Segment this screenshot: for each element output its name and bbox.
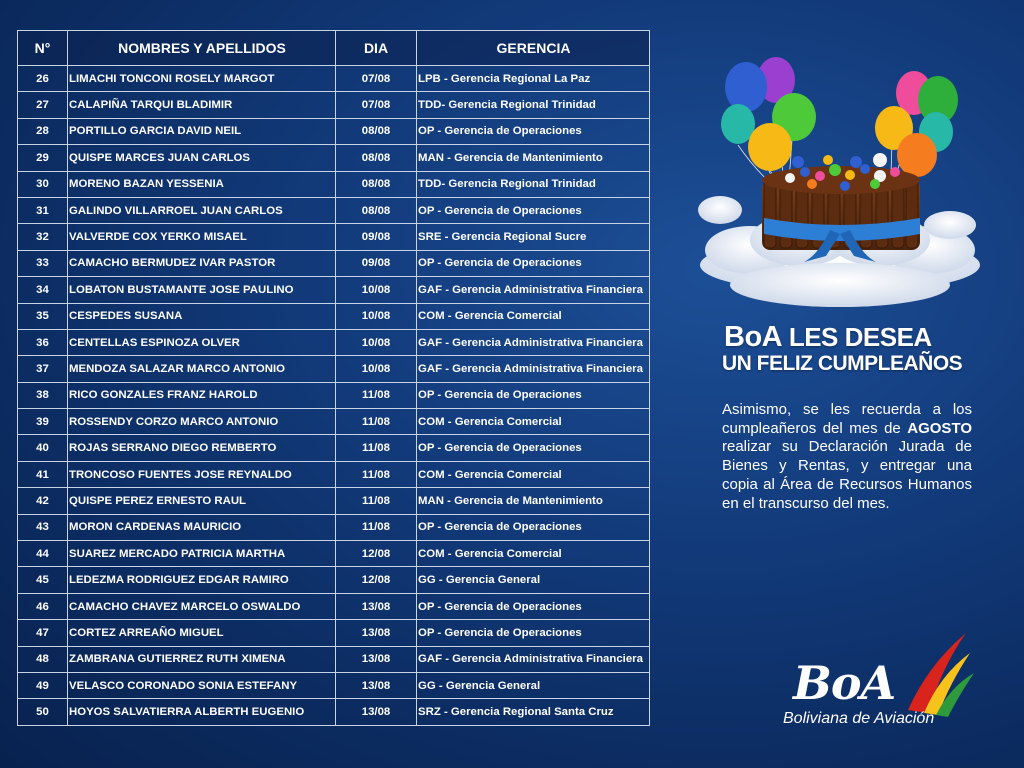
row-num: 26 bbox=[18, 66, 68, 92]
row-day: 11/08 bbox=[336, 514, 417, 540]
row-day: 07/08 bbox=[336, 66, 417, 92]
row-num: 38 bbox=[18, 382, 68, 408]
table-header-row bbox=[18, 31, 650, 66]
row-day: 08/08 bbox=[336, 197, 417, 223]
row-dept: COM - Gerencia Comercial bbox=[417, 541, 650, 567]
table-row bbox=[18, 118, 650, 144]
row-name: LOBATON BUSTAMANTE JOSE PAULINO bbox=[68, 277, 336, 303]
table-row bbox=[18, 435, 650, 461]
birthday-table bbox=[17, 30, 650, 726]
row-dept: OP - Gerencia de Operaciones bbox=[417, 435, 650, 461]
row-name: ZAMBRANA GUTIERREZ RUTH XIMENA bbox=[68, 646, 336, 672]
row-day: 10/08 bbox=[336, 356, 417, 382]
row-name: VELASCO CORONADO SONIA ESTEFANY bbox=[68, 672, 336, 698]
table-row bbox=[18, 382, 650, 408]
row-num: 47 bbox=[18, 620, 68, 646]
header-dept: GERENCIA bbox=[417, 31, 650, 66]
row-day: 10/08 bbox=[336, 329, 417, 355]
row-day: 11/08 bbox=[336, 382, 417, 408]
row-num: 41 bbox=[18, 461, 68, 487]
row-name: HOYOS SALVATIERRA ALBERTH EUGENIO bbox=[68, 699, 336, 725]
row-name: VALVERDE COX YERKO MISAEL bbox=[68, 224, 336, 250]
row-dept: COM - Gerencia Comercial bbox=[417, 461, 650, 487]
table-body bbox=[18, 66, 650, 726]
table-row bbox=[18, 672, 650, 698]
row-day: 09/08 bbox=[336, 224, 417, 250]
birthday-greeting bbox=[722, 322, 982, 376]
row-name: CESPEDES SUSANA bbox=[68, 303, 336, 329]
row-dept: MAN - Gerencia de Mantenimiento bbox=[417, 145, 650, 171]
row-num: 42 bbox=[18, 488, 68, 514]
row-num: 32 bbox=[18, 224, 68, 250]
row-day: 07/08 bbox=[336, 92, 417, 118]
table-row bbox=[18, 593, 650, 619]
row-day: 11/08 bbox=[336, 488, 417, 514]
row-num: 30 bbox=[18, 171, 68, 197]
row-num: 34 bbox=[18, 277, 68, 303]
row-num: 31 bbox=[18, 197, 68, 223]
row-day: 09/08 bbox=[336, 250, 417, 276]
greeting-line-2: UN FELIZ CUMPLEAÑOS bbox=[722, 352, 963, 375]
row-name: QUISPE MARCES JUAN CARLOS bbox=[68, 145, 336, 171]
row-num: 36 bbox=[18, 329, 68, 355]
row-dept: LPB - Gerencia Regional La Paz bbox=[417, 66, 650, 92]
row-num: 49 bbox=[18, 672, 68, 698]
row-dept: GAF - Gerencia Administrativa Financiera bbox=[417, 329, 650, 355]
row-day: 11/08 bbox=[336, 435, 417, 461]
row-name: CALAPIÑA TARQUI BLADIMIR bbox=[68, 92, 336, 118]
table-row bbox=[18, 461, 650, 487]
table-row bbox=[18, 92, 650, 118]
row-day: 08/08 bbox=[336, 145, 417, 171]
table-row bbox=[18, 699, 650, 725]
row-day: 13/08 bbox=[336, 646, 417, 672]
row-day: 13/08 bbox=[336, 593, 417, 619]
row-name: CENTELLAS ESPINOZA OLVER bbox=[68, 329, 336, 355]
row-num: 37 bbox=[18, 356, 68, 382]
boa-logo-subtitle: Boliviana de Aviación bbox=[783, 710, 935, 727]
row-dept: OP - Gerencia de Operaciones bbox=[417, 197, 650, 223]
reminder-after: realizar su Declaración Jurada de Bienes y Rentas, y entregar una copia al Área de Recursos Humanos en el transcurso del mes. bbox=[722, 438, 972, 512]
row-dept: COM - Gerencia Comercial bbox=[417, 409, 650, 435]
row-name: GALINDO VILLARROEL JUAN CARLOS bbox=[68, 197, 336, 223]
table-row bbox=[18, 303, 650, 329]
row-dept: OP - Gerencia de Operaciones bbox=[417, 514, 650, 540]
row-day: 08/08 bbox=[336, 118, 417, 144]
row-dept: GAF - Gerencia Administrativa Financiera bbox=[417, 646, 650, 672]
table-row bbox=[18, 145, 650, 171]
row-name: ROSSENDY CORZO MARCO ANTONIO bbox=[68, 409, 336, 435]
row-name: MORON CARDENAS MAURICIO bbox=[68, 514, 336, 540]
table-row bbox=[18, 171, 650, 197]
row-name: CAMACHO CHAVEZ MARCELO OSWALDO bbox=[68, 593, 336, 619]
table-row bbox=[18, 356, 650, 382]
row-dept: OP - Gerencia de Operaciones bbox=[417, 382, 650, 408]
row-dept: GAF - Gerencia Administrativa Financiera bbox=[417, 277, 650, 303]
reminder-text bbox=[722, 401, 972, 513]
greeting-line-1 bbox=[722, 322, 982, 352]
row-day: 10/08 bbox=[336, 277, 417, 303]
row-name: MENDOZA SALAZAR MARCO ANTONIO bbox=[68, 356, 336, 382]
row-day: 13/08 bbox=[336, 620, 417, 646]
row-num: 33 bbox=[18, 250, 68, 276]
row-dept: GG - Gerencia General bbox=[417, 672, 650, 698]
row-day: 13/08 bbox=[336, 699, 417, 725]
row-num: 48 bbox=[18, 646, 68, 672]
header-num: N° bbox=[18, 31, 68, 66]
reminder-month: AGOSTO bbox=[907, 419, 972, 437]
row-name: CORTEZ ARREAÑO MIGUEL bbox=[68, 620, 336, 646]
row-dept: OP - Gerencia de Operaciones bbox=[417, 118, 650, 144]
row-num: 45 bbox=[18, 567, 68, 593]
table-row bbox=[18, 488, 650, 514]
row-name: ROJAS SERRANO DIEGO REMBERTO bbox=[68, 435, 336, 461]
row-day: 12/08 bbox=[336, 541, 417, 567]
table-row bbox=[18, 409, 650, 435]
birthday-cake-balloons-icon bbox=[680, 50, 990, 320]
row-name: QUISPE PEREZ ERNESTO RAUL bbox=[68, 488, 336, 514]
row-dept: OP - Gerencia de Operaciones bbox=[417, 593, 650, 619]
row-day: 11/08 bbox=[336, 461, 417, 487]
row-dept: OP - Gerencia de Operaciones bbox=[417, 250, 650, 276]
row-dept: SRZ - Gerencia Regional Santa Cruz bbox=[417, 699, 650, 725]
boa-logo-mark: BoA bbox=[793, 656, 896, 710]
table-row bbox=[18, 620, 650, 646]
table-row bbox=[18, 277, 650, 303]
greeting-line-1-text: LES DESEA bbox=[782, 322, 932, 352]
row-num: 44 bbox=[18, 541, 68, 567]
header-day: DIA bbox=[336, 31, 417, 66]
row-day: 12/08 bbox=[336, 567, 417, 593]
table-row bbox=[18, 567, 650, 593]
row-num: 40 bbox=[18, 435, 68, 461]
row-name: LIMACHI TONCONI ROSELY MARGOT bbox=[68, 66, 336, 92]
row-dept: GG - Gerencia General bbox=[417, 567, 650, 593]
row-day: 08/08 bbox=[336, 171, 417, 197]
table-row bbox=[18, 514, 650, 540]
row-day: 11/08 bbox=[336, 409, 417, 435]
row-dept: SRE - Gerencia Regional Sucre bbox=[417, 224, 650, 250]
row-num: 29 bbox=[18, 145, 68, 171]
row-name: LEDEZMA RODRIGUEZ EDGAR RAMIRO bbox=[68, 567, 336, 593]
row-name: SUAREZ MERCADO PATRICIA MARTHA bbox=[68, 541, 336, 567]
row-day: 10/08 bbox=[336, 303, 417, 329]
row-num: 27 bbox=[18, 92, 68, 118]
row-dept: OP - Gerencia de Operaciones bbox=[417, 620, 650, 646]
row-name: CAMACHO BERMUDEZ IVAR PASTOR bbox=[68, 250, 336, 276]
row-num: 46 bbox=[18, 593, 68, 619]
row-num: 28 bbox=[18, 118, 68, 144]
row-name: TRONCOSO FUENTES JOSE REYNALDO bbox=[68, 461, 336, 487]
table-row bbox=[18, 197, 650, 223]
row-name: PORTILLO GARCIA DAVID NEIL bbox=[68, 118, 336, 144]
reminder-before: Asimismo, se les recuerda a los cumpleañeros del mes de bbox=[722, 401, 972, 437]
table-row bbox=[18, 541, 650, 567]
row-dept: COM - Gerencia Comercial bbox=[417, 303, 650, 329]
row-name: RICO GONZALES FRANZ HAROLD bbox=[68, 382, 336, 408]
greeting-brand: BoA bbox=[724, 321, 783, 353]
row-num: 43 bbox=[18, 514, 68, 540]
row-dept: TDD- Gerencia Regional Trinidad bbox=[417, 92, 650, 118]
row-day: 13/08 bbox=[336, 672, 417, 698]
row-num: 39 bbox=[18, 409, 68, 435]
row-dept: TDD- Gerencia Regional Trinidad bbox=[417, 171, 650, 197]
table-row bbox=[18, 646, 650, 672]
row-dept: GAF - Gerencia Administrativa Financiera bbox=[417, 356, 650, 382]
table-row bbox=[18, 224, 650, 250]
header-name: NOMBRES Y APELLIDOS bbox=[68, 31, 336, 66]
row-dept: MAN - Gerencia de Mantenimiento bbox=[417, 488, 650, 514]
table-row bbox=[18, 66, 650, 92]
row-name: MORENO BAZAN YESSENIA bbox=[68, 171, 336, 197]
row-num: 35 bbox=[18, 303, 68, 329]
table-row bbox=[18, 329, 650, 355]
row-num: 50 bbox=[18, 699, 68, 725]
table-row bbox=[18, 250, 650, 276]
